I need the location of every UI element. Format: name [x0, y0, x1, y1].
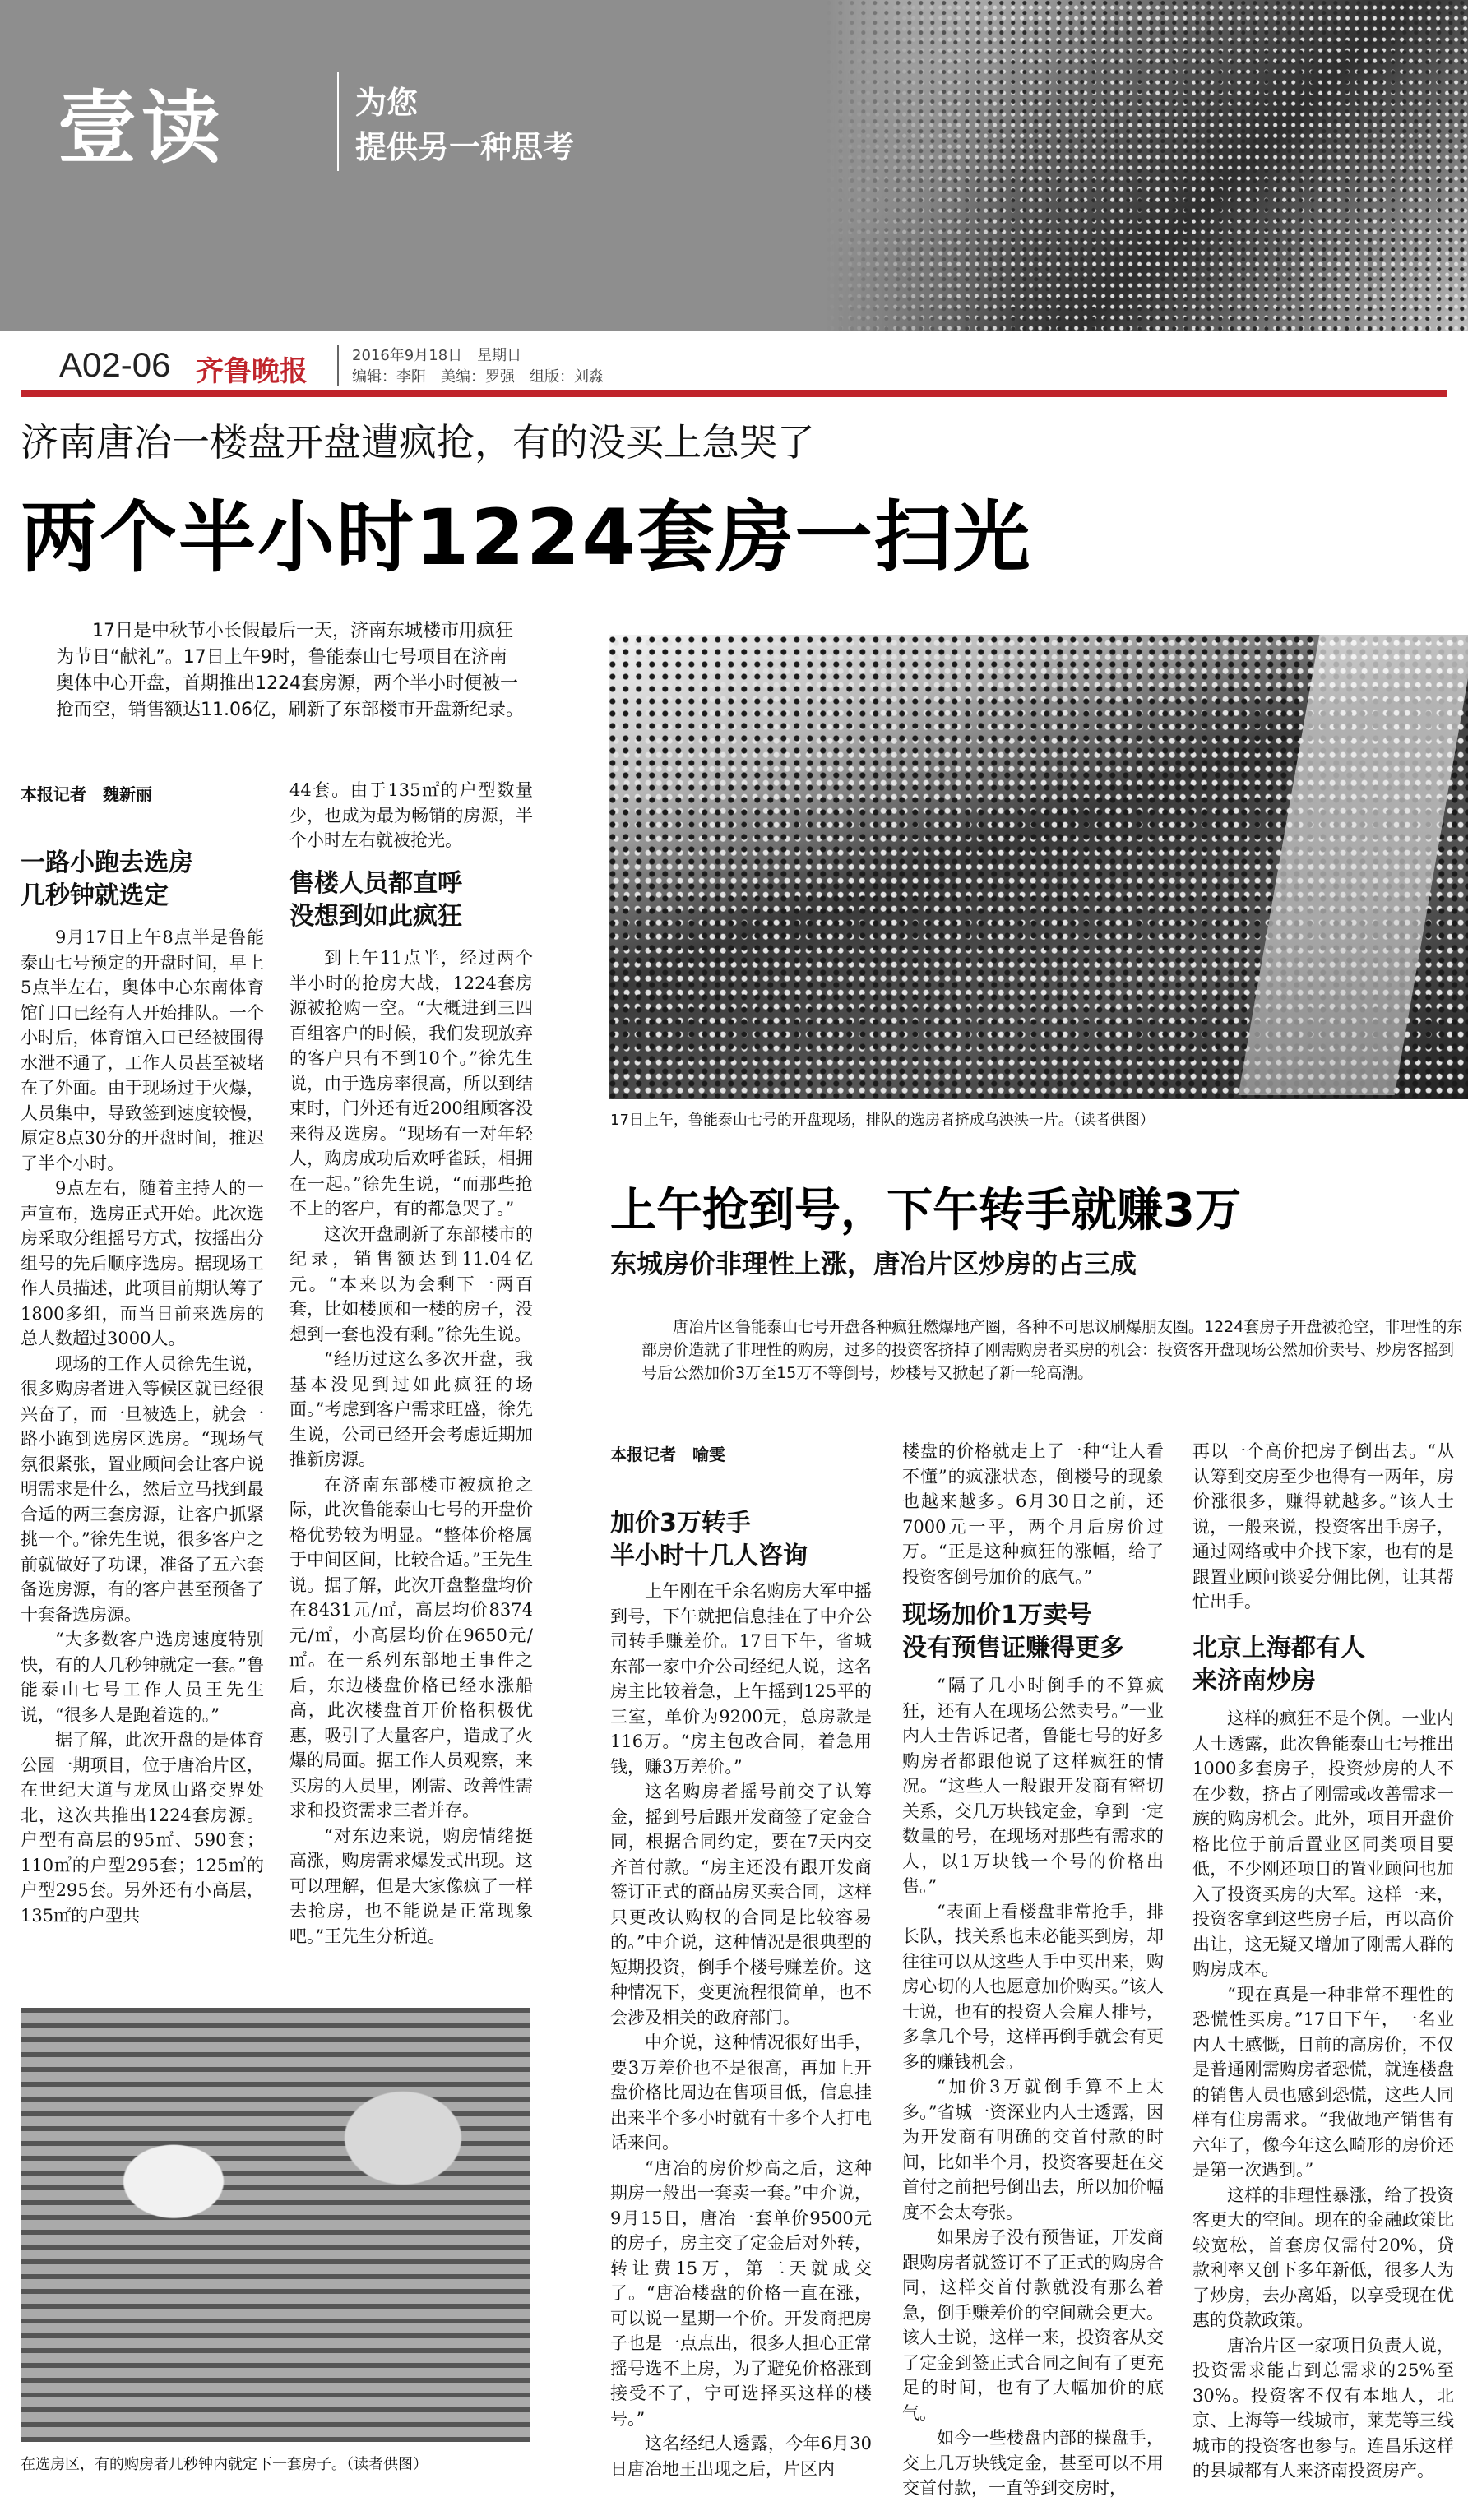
paragraph: 在济南东部楼市被疯抢之际，此次鲁能泰山七号的开盘价格优势较为明显。“整体价格属于中间区间，比较合适。”王先生说。据了解，此次开盘整盘均价在8431元/㎡，高层均价8374元/㎡，小高层均价在9650元/㎡。在一系列东部地王事件之后，东边楼盘价格已经水涨船高，此次楼盘首开价格积极优惠，吸引了大量客户，造成了火爆的局面。据工作人员观察，来买房的人员里，刚需、改善性需求和投资需求三者并存。 [289, 1474, 533, 1820]
article1-column-2-intro [289, 778, 533, 856]
subhead-line: 现场加价1万卖号 [902, 1601, 1092, 1630]
issue-date: 2016年9月18日 星期日 [352, 347, 522, 364]
paragraph: “大多数客户选房速度特别快，有的人几秒钟就定一套。”鲁能泰山七号工作人员王先生说，“很多人是跑着选的。” [21, 1630, 264, 1725]
paragraph: “表面上看楼盘非常抢手，排长队，找关系也未必能买到房，却往往可以从这些人手中买出来，购房心切的人也愿意加价购买。”该人士说，也有的投资人会雇人排号，多拿几个号，这样再倒手就会有更多的赚钱机会。 [902, 1901, 1164, 2072]
paragraph: 上午刚在千余名购房大军中摇到号，下午就把信息挂在了中介公司转手赚差价。17日下午，省城东部一家中介公司经纪人说，这名房主比较着急，上午摇到125平的三室，单价为9200元，总房款是116万。“房主包改合同，着急用钱，赚3万差价。” [610, 1581, 872, 1777]
paragraph: 这名购房者摇号前交了认筹金，摇到号后跟开发商签了定金合同，根据合同约定，要在7天内交齐首付款。“房主还没有跟开发商签订正式的商品房买卖合同，这样只更改认购权的合同是比较容易的。”中介说，这种情况是很典型的短期投资，倒手个楼号赚差价。这种情况下，变更流程很简单，也不会涉及相关的政府部门。 [610, 1782, 872, 2028]
article-headline: 两个半小时1224套房一扫光 [21, 493, 1032, 583]
article1-column-1 [21, 925, 264, 1994]
paragraph: 这样的非理性暴涨，给了投资客更大的空间。现在的金融政策比较宽松，首套房仅需付20%，贷款利率又创下多年新低，很多人为了炒房，去办离婚，以享受现在优惠的贷款政策。 [1192, 2185, 1454, 2330]
header-divider [337, 345, 339, 386]
article2-column-b [902, 1673, 1164, 2508]
paragraph: 中介说，这种情况很好出手，要3万差价也不是很高，再加上开盘价格比周边在售项目低，信息挂出来半个多小时就有十多个人打电话来问。 [610, 2032, 872, 2152]
article2-headline: 上午抢到号，下午转手就赚3万 [610, 1184, 1241, 1237]
article2-column-c-intro [1192, 1439, 1454, 1616]
article2-lead: 唐冶片区鲁能泰山七号开盘各种疯狂燃爆地产圈，各种不可思议刷爆朋友圈。1224套房子开盘被抢空，非理性的东部房价造就了非理性的购房，过多的投资客挤掉了刚需购房者买房的机会：投资客开盘现场公然加价卖号、炒房客摇到号后公然加价3万至15万不等倒号，炒楼号又掀起了新一轮高潮。 [641, 1318, 1463, 1382]
paragraph: “对东边来说，购房情绪挺高涨，购房需求爆发式出现。这可以理解，但是大家像疯了一样去抢房，也不能说是正常现象吧。”王先生分析道。 [289, 1825, 533, 1946]
header-red-rule [21, 390, 1447, 397]
paragraph: 楼盘的价格就走上了一种“让人看不懂”的疯涨状态，倒楼号的现象也越来越多。6月30日之前，还7000元一平，两个月后房价过万。“正是这种疯狂的涨幅，给了投资客倒号加价的底气。” [902, 1441, 1164, 1587]
banner-crowd-photo [827, 0, 1468, 331]
editor-credits: 编辑：李阳 美编：罗强 组版：刘淼 [352, 368, 604, 386]
newspaper-logo: 齐鲁晚报 [196, 355, 308, 388]
paragraph: 这名经纪人透露，今年6月30日唐冶地王出现之后，片区内 [610, 2434, 872, 2479]
subhead-line: 没想到如此疯狂 [289, 902, 462, 931]
paragraph: 到上午11点半，经过两个半小时的抢房大战，1224套房源被抢购一空。“大概进到三四百组客户的时候，我们发现放弃的客户只有不到10个。”徐先生说，由于选房率很高，所以到结束时，门外还有近200组顾客没来得及选房。“现场有一对年轻人，购房成功后欢呼雀跃，相拥在一起。”徐先生说，“而那些抢不上的客户，有的都急哭了。” [289, 948, 533, 1218]
paragraph: 再以一个高价把房子倒出去。“从认筹到交房至少也得有一两年，房价涨很多，赚得就越多。”该人士说，一般来说，投资客出手房子，通过网络或中介找下家，也有的是跟置业顾问谈妥分佣比例，让其帮忙出手。 [1192, 1441, 1454, 1611]
paragraph: 9点左右，随着主持人的一声宣布，选房正式开始。此次选房采取分组摇号方式，按摇出分组号的先后顺序选房。据现场工作人员描述，此项目前期认筹了1800多组，而当日前来选房的总人数超过3000人。 [21, 1178, 264, 1348]
article2-column-a [610, 1579, 872, 2508]
paragraph: “隔了几小时倒手的不算疯狂，还有人在现场公然卖号。”一业内人士告诉记者，鲁能七号的好多购房者都跟他说了这样疯狂的情况。“这些人一般跟开发商有密切关系，交几万块钱定金，拿到一定数量的号，在现场对那些有需求的人，以1万块钱一个号的价格出售。” [902, 1676, 1164, 1896]
section-brand: 壹读 [58, 82, 225, 174]
page-code: A02-06 [59, 345, 171, 384]
article-lead: 17日是中秋节小长假最后一天，济南东城楼市用疯狂为节日“献礼”。17日上午9时，鲁能泰山七号项目在济南奥体中心开盘，首期推出1224套房源，两个半小时便被一抢而空，销售额达11.06亿，刷新了东部楼市开盘新纪录。 [56, 621, 524, 720]
article2-subheadline: 东城房价非理性上涨，唐冶片区炒房的占三成 [610, 1248, 1137, 1279]
crowd-photo-main [609, 635, 1468, 1099]
paragraph: “现在真是一种非常不理性的恐慌性买房。”17日下午，一名业内人士感慨，目前的高房价，不仅是普通刚需购房者恐慌，就连楼盘的销售人员也感到恐慌，这些人同样有住房需求。“我做地产销售有六年了，像今年这么畸形的房价还是第一次遇到。” [1192, 1984, 1454, 2180]
paragraph: 唐冶片区一家项目负责人说，投资需求能占到总需求的25%至30%。投资客不仅有本地人，北京、上海等一线城市，莱芜等三线城市的投资客也参与。连昌乐这样的县城都有人来济南投资房产。 [1192, 2335, 1454, 2481]
paragraph: “唐冶的房价炒高之后，这种期房一般出一套卖一套。”中介说，9月15日，唐冶一套单价9500元的房子，房主交了定金后对外转，转让费15万，第二天就成交了。“唐冶楼盘的价格一直在涨，可以说一星期一个价。开发商把房子也是一点点出，很多人担心正常摇号选不上房，为了避免价格涨到接受不了，宁可选择买这样的楼号。” [610, 2157, 872, 2429]
photo-caption-main: 17日上午，鲁能泰山七号的开盘现场，排队的选房者挤成乌泱泱一片。（读者供图） [610, 1112, 1155, 1129]
subhead-line: 半小时十几人咨询 [610, 1542, 808, 1570]
paragraph: 9月17日上午8点半是鲁能泰山七号预定的开盘时间，早上5点半左右，奥体中心东南体育馆门口已经有人开始排队。一个小时后，体育馆入口已经被围得水泄不通了，工作人员甚至被堵在了外面。由于现场过于火爆，人员集中，导致签到速度较慢，原定8点30分的开盘时间，推迟了半个小时。 [21, 927, 264, 1173]
article2-subhead-1 [610, 1507, 882, 1573]
paragraph: 据了解，此次开盘的是体育公园一期项目，位于唐冶片区，在世纪大道与龙凤山路交界处北，这次共推出1224套房源。户型有高层的95㎡、590套；110㎡的户型295套；125㎡的户型295套。另外还有小高层，135㎡的户型共 [21, 1730, 264, 1926]
subhead-line: 加价3万转手 [610, 1509, 751, 1537]
subhead-line: 北京上海都有人 [1192, 1634, 1365, 1662]
article2-subhead-2 [902, 1599, 1174, 1665]
brand-tagline-line1: 为您 [355, 85, 419, 121]
paragraph: 如果房子没有预售证，开发商跟购房者就签订不了正式的购房合同，这样交首付款就没有那么着急，倒手赚差价的空间就会更大。该人士说，这样一来，投资客从交了定金到签正式合同之间有了更充足的时间，也有了大幅加价的底气。 [902, 2227, 1164, 2423]
photo-caption-bottom: 在选房区，有的购房者几秒钟内就定下一套房子。（读者供图） [21, 2456, 428, 2473]
brand-tagline-line2: 提供另一种思考 [355, 129, 575, 165]
article2-byline: 本报记者 喻雯 [610, 1445, 725, 1464]
article2-column-c [1192, 1706, 1454, 2508]
article2-subhead-3 [1192, 1632, 1464, 1698]
paragraph: 如今一些楼盘内部的操盘手，交上几万块钱定金，甚至可以不用交首付款，一直等到交房时， [902, 2428, 1164, 2498]
paragraph: 这次开盘刷新了东部楼市的纪录，销售额达到11.04亿元。“本来以为会剩下一两百套，比如楼顶和一楼的房子，没想到一套也没有剩。”徐先生说。 [289, 1223, 533, 1344]
paragraph: 现场的工作人员徐先生说，很多购房者进入等候区就已经很兴奋了，而一旦被选上，就会一路小跑到选房区选房。“现场气氛很紧张，置业顾问会让客户说明需求是什么，然后立马找到最合适的两三套房源，让客户抓紧挑一个。”徐先生说，很多客户之前就做好了功课，准备了五六套备选房源，有的客户甚至预备了十套备选房源。 [21, 1353, 264, 1625]
paragraph: 这样的疯狂不是个例。一业内人士透露，此次鲁能泰山七号推出1000多套房子，投资炒房的人不在少数，挤占了刚需或改善需求一族的购房机会。此外，项目开盘价格比位于前后置业区同类项目要低，不少刚还项目的置业顾问也加入了投资买房的大军。这样一来，投资客拿到这些房子后，再以高价出让，这无疑又增加了刚需人群的购房成本。 [1192, 1709, 1454, 1979]
subhead-line: 没有预售证赚得更多 [902, 1634, 1124, 1662]
brand-divider [337, 72, 339, 171]
buyers-photo [21, 2008, 530, 2442]
article1-subhead-2 [289, 867, 536, 933]
article1-column-2 [289, 946, 533, 1990]
article2-column-b-intro [902, 1439, 1164, 1587]
subhead-line: 售楼人员都直呼 [289, 869, 462, 898]
article1-byline: 本报记者 魏新丽 [21, 784, 152, 804]
top-banner [0, 0, 1468, 331]
article-kicker: 济南唐冶一楼盘开盘遭疯抢，有的没买上急哭了 [21, 420, 815, 465]
subhead-line: 一路小跑去选房 [21, 848, 193, 877]
article1-subhead-1 [21, 847, 267, 913]
subhead-line: 几秒钟就选定 [21, 881, 169, 910]
paragraph: “经历过这么多次开盘，我基本没见到过如此疯狂的场面。”考虑到客户需求旺盛，徐先生说，公司已经开会考虑近期加推新房源。 [289, 1349, 533, 1469]
subhead-line: 来济南炒房 [1192, 1667, 1316, 1695]
paragraph: “加价3万就倒手算不上太多。”省城一资深业内人士透露，因为开发商有明确的交首付款的时间，比如半个月，投资客要赶在交首付之前把号倒出去，所以加价幅度不会太夸张。 [902, 2077, 1164, 2222]
paragraph: 44套。由于135㎡的户型数量少，也成为最为畅销的房源，半个小时左右就被抢光。 [289, 780, 533, 850]
